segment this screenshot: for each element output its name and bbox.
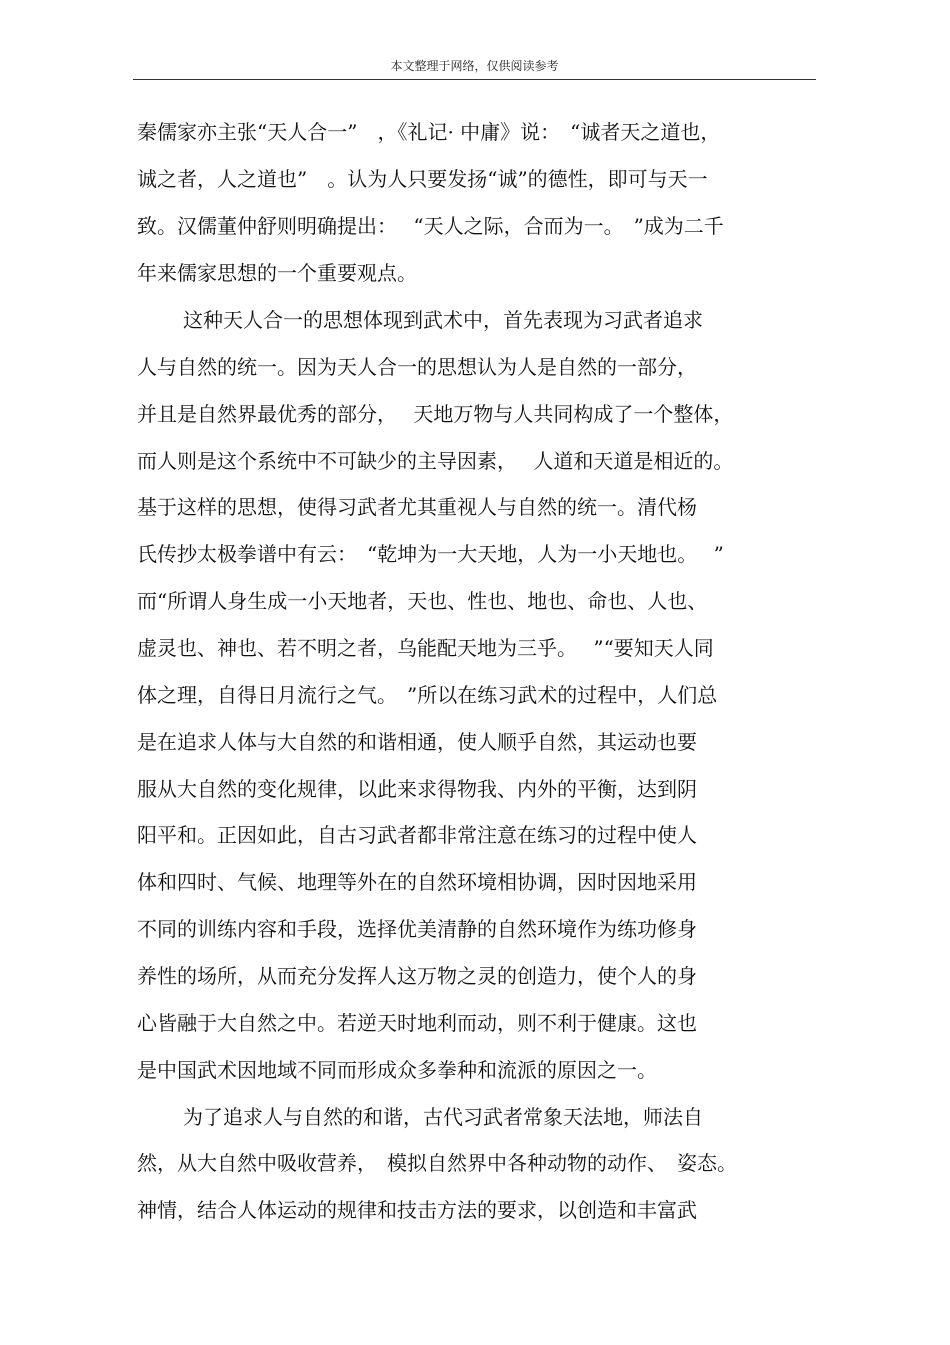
text-line: 养性的场所，从而充分发挥人这万物之灵的创造力，使个人的身 (137, 964, 697, 988)
text-line: 基于这样的思想，使得习武者尤其重视人与自然的统一。清代杨 (137, 495, 697, 519)
text-line: 心皆融于大自然之中。若逆天时地利而动，则不利于健康。这也 (137, 1011, 697, 1035)
text-line: 是在追求人体与大自然的和谐相通，使人顺乎自然，其运动也要 (137, 730, 697, 754)
text-line: 氏传抄太极拳谱中有云： “乾坤为一大天地，人为一小天地也。 ” (137, 542, 724, 566)
text-line: 人与自然的统一。因为天人合一的思想认为人是自然的一部分， (137, 355, 697, 379)
text-line: 阳平和。正因如此，自古习武者都非常注意在练习的过程中使人 (137, 823, 697, 847)
paragraph-start-line: 这种天人合一的思想体现到武术中，首先表现为习武者追求 (183, 308, 703, 332)
text-line: 是中国武术因地域不同而形成众多拳种和流派的原因之一。 (137, 1058, 657, 1082)
text-line: 神情，结合人体运动的规律和技击方法的要求，以创造和丰富武 (137, 1198, 697, 1222)
text-line: 致。汉儒董仲舒则明确提出： “天人之际，合而为一。 ”成为二千 (137, 214, 724, 238)
text-line: 并且是自然界最优秀的部分， 天地万物与人共同构成了一个整体， (137, 402, 734, 426)
text-line: 然，从大自然中吸收营养， 模拟自然界中各种动物的动作、 姿态。 (137, 1151, 737, 1175)
paragraph-start-line: 为了追求人与自然的和谐，古代习武者常象天法地，师法自 (183, 1105, 703, 1129)
text-line: 体之理，自得日月流行之气。 ”所以在练习武术的过程中，人们总 (137, 683, 718, 707)
text-line: 诚之者，人之道也” 。认为人只要发扬“诚”的德性，即可与天一 (137, 167, 708, 191)
text-line: 不同的训练内容和手段，选择优美清静的自然环境作为练功修身 (137, 917, 697, 941)
text-line: 服从大自然的变化规律，以此来求得物我、内外的平衡，达到阴 (137, 777, 697, 801)
text-line: 而人则是这个系统中不可缺少的主导因素， 人道和天道是相近的。 (137, 449, 734, 473)
text-line: 秦儒家亦主张“天人合一” ，《礼记· 中庸》说： “诚者天之道也， (137, 120, 721, 144)
page-header: 本文整理于网络，仅供阅读参考 (390, 59, 559, 73)
text-line: 体和四时、气候、地理等外在的自然环境相协调，因时因地采用 (137, 870, 697, 894)
text-line: 而“所谓人身生成一小天地者，天也、性也、地也、命也、人也、 (137, 589, 708, 613)
text-line: 虚灵也、神也、若不明之者，乌能配天地为三乎。 ”“要知天人同 (137, 636, 714, 660)
text-line: 年来儒家思想的一个重要观点。 (137, 261, 417, 285)
